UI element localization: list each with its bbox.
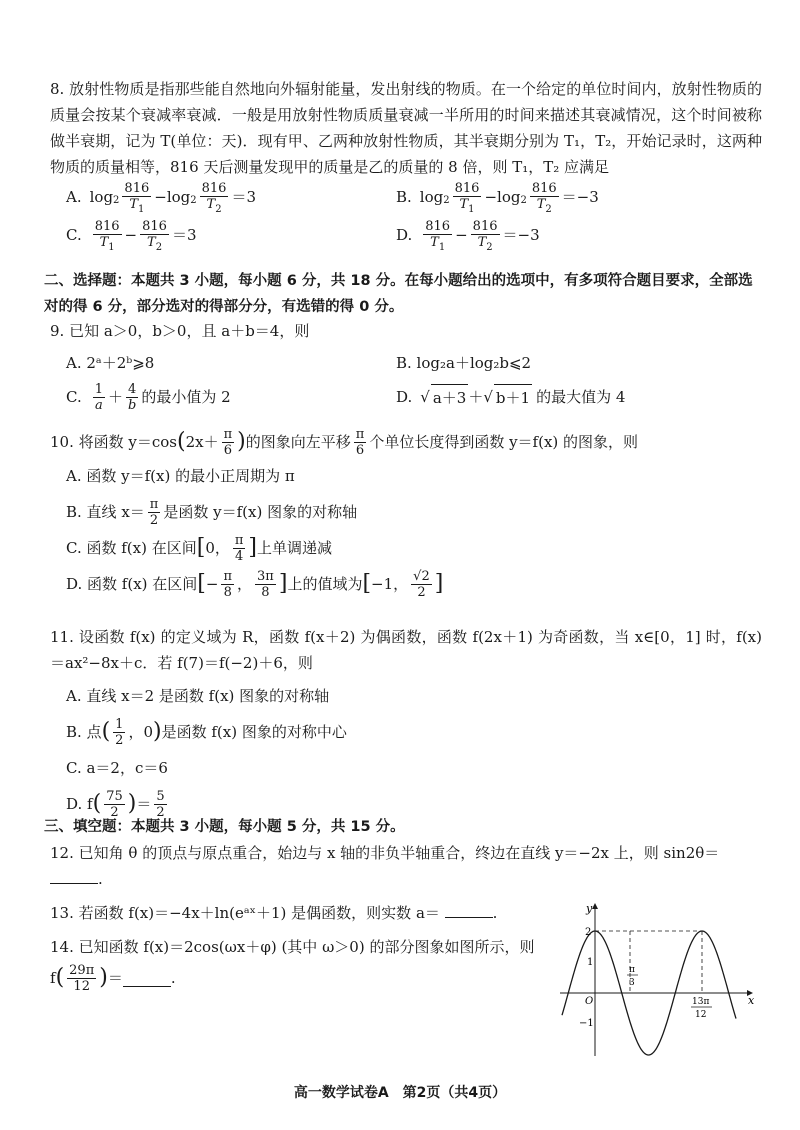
option-10c: C. 函数 f(x) 在区间 [ 0， $\frac{\pi}{4}$ ] 上单调递减 [66,532,333,564]
section-2-heading: 二、选择题：本题共 3 小题，每小题 6 分，共 18 分。在每小题给出的选项中，有多项符合题目要求，全部选对的得 6 分，部分选对的得部分分，有选错的得 0 分。 [44,273,753,315]
question-8-options [66,180,778,252]
tick-label-minus-1: −1 [579,1018,594,1029]
option-9c: C. $\frac{1}{a}$ ＋ $\frac{4}{b}$ 的最小值为 2 [66,381,231,413]
section-3-heading: 三、填空题：本题共 3 小题，每小题 5 分，共 15 分。 [44,819,405,835]
option-8c: C. $\frac{816}{T_1}$ − $\frac{816}{T_2}$ ＝3 [66,219,197,253]
option-11c: C. a＝2，c＝6 [66,759,168,777]
option-10d: D. 函数 f(x) 在区间 [ − $\frac{\pi}{8}$ ， $\frac{3\pi}{8}$ ] 上的值域为 [ −1， $\frac{√2}{2}$ ] [66,568,444,600]
option-10a: A. 函数 y＝f(x) 的最小正周期为 π [66,467,295,485]
option-9b: B. log₂a＋log₂b⩽2 [396,354,532,372]
tick-label-1: 1 [587,957,594,968]
question-13-stem: 13. 若函数 f(x)＝−4x＋ln(eᵃˣ＋1) 是偶函数，则实数 a＝ . [50,900,550,926]
page-footer: 高一数学试卷A 第2页（共4页） [293,1085,507,1101]
option-11b: B. 点 ( $\frac{1}{2}$ ，0 ) 是函数 f(x) 图象的对称中心 [66,716,347,748]
label-pi-over-3-den: 3 [629,978,635,988]
question-11-options [66,678,778,822]
tick-label-2: 2 [585,927,592,938]
answer-blank-14[interactable] [123,970,171,987]
question-10-stem: 10. 将函数 y＝cos ( 2x＋ $\frac{\pi}{6}$ ) 的图象向左平移 $\frac{\pi}{6}$ 个单位长度得到函数 y＝f(x) 的图象，则 [50,426,639,458]
question-9-stem: 9. 已知 a＞0，b＞0，且 a＋b＝4，则 [50,322,310,340]
question-9-options [66,346,778,414]
option-9d: D. √ a＋3 ＋ √ b＋1 的最大值为 4 [396,384,726,411]
label-pi-over-3-num: π [629,965,635,975]
answer-blank-12[interactable] [50,867,98,884]
x-axis-label: x [748,994,755,1007]
option-11a: A. 直线 x＝2 是函数 f(x) 图象的对称轴 [66,687,330,705]
y-axis-label: y [586,902,593,915]
option-8a: A. log 2 $\frac{816}{T_1}$ − log 2 $\frac{816}{T_2}$ ＝3 [66,181,257,215]
question-8-stem: 8. 放射性物质是指那些能自然地向外辐射能量，发出射线的物质。在一个给定的单位时间内，放射性物质的质量会按某个衰减率衰减．一般是用放射性物质质量衰减一半所用的时间来描述其衰减情况，这个时间被称做半衰期，记为 T(单位：天)．现有甲、乙两种放射性物质，其半衰期分别为 T₁，T₂，开始记录时，这两种物质的质量相等，816 天后测量发现甲的质量是乙的质量的 8 倍，则 T₁，T₂ 应满足 [50,80,762,176]
label-13pi-num: 13π [692,997,710,1007]
option-11d: D. f ( $\frac{75}{2}$ ) ＝ $\frac{5}{2}$ [66,788,165,820]
question-10-options [66,458,778,602]
option-9a: A. 2ᵃ＋2ᵇ⩾8 [66,354,155,372]
function-graph [550,898,760,1060]
answer-blank-13[interactable] [445,901,493,918]
option-8b: B. log 2 $\frac{816}{T_1}$ − log 2 $\frac{816}{T_2}$ ＝−3 [396,181,599,215]
question-12-stem: 12. 已知角 θ 的顶点与原点重合，始边与 x 轴的非负半轴重合，终边在直线 y＝−2x 上，则 sin2θ＝ . [50,844,720,888]
question-11-stem: 11. 设函数 f(x) 的定义域为 R，函数 f(x＋2) 为偶函数，函数 f(2x＋1) 为奇函数，当 x∈[0，1] 时，f(x)＝ax²−8x＋c．若 f(7)＝f(−2)＋6，则 [50,628,762,672]
origin-label: O [585,996,594,1007]
option-10b: B. 直线 x＝ $\frac{\pi}{2}$ 是函数 y＝f(x) 图象的对称轴 [66,496,358,528]
question-14-stem: 14. 已知函数 f(x)＝2cos(ωx＋φ) (其中 ω＞0) 的部分图象如图所示，则 f ( $\frac{29\pi}{12}$ ) ＝ . [50,938,535,994]
label-13pi-den: 12 [695,1010,707,1020]
option-8d: D. $\frac{816}{T_1}$ − $\frac{816}{T_2}$ ＝−3 [396,219,540,253]
